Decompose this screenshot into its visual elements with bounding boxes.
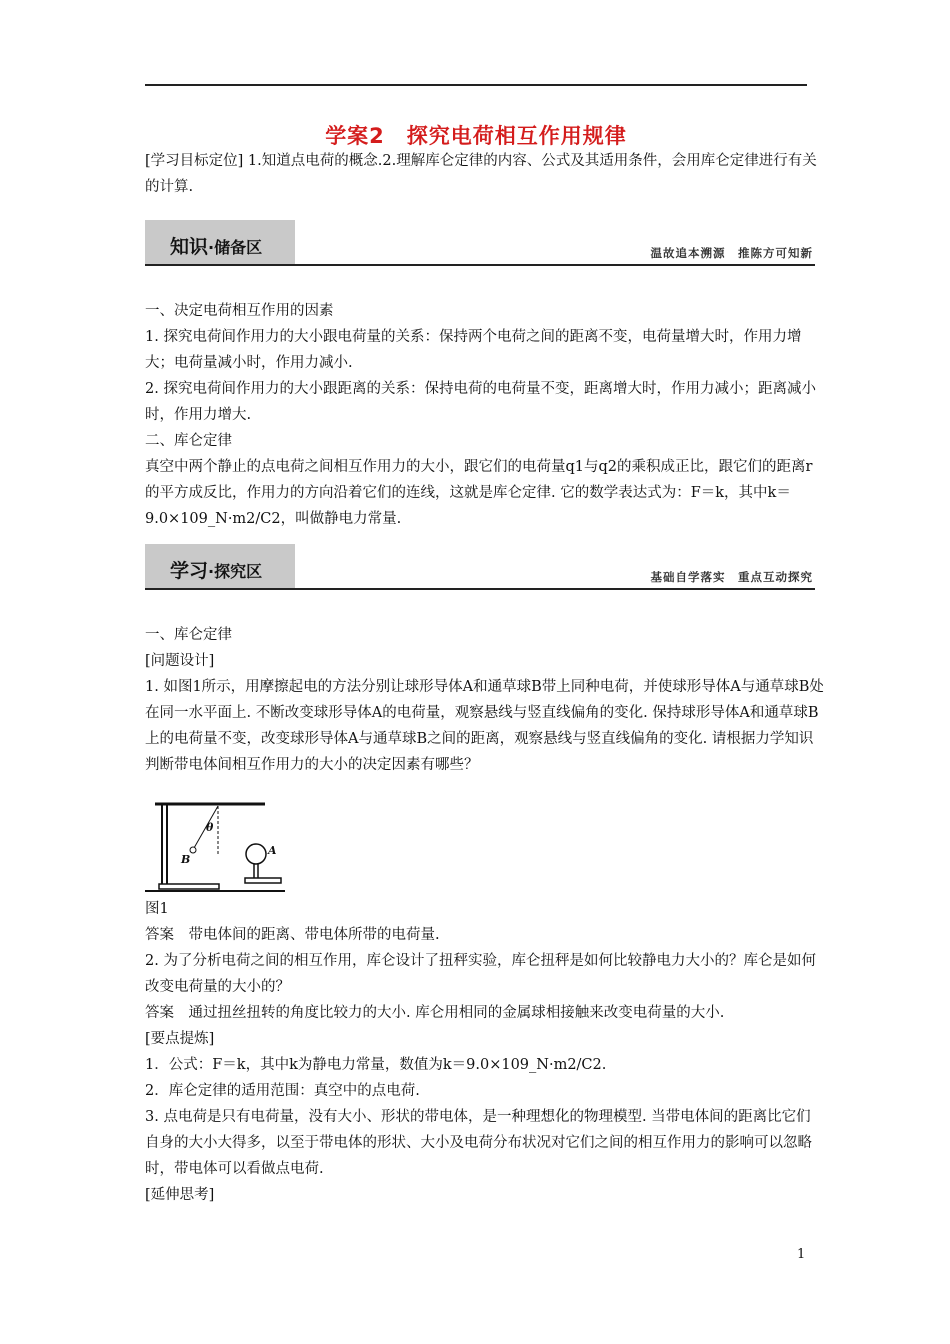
banner-motto: 温故追本溯源 推陈方可知新 — [650, 246, 813, 260]
theta-label: θ — [206, 821, 214, 834]
header-rule — [145, 84, 807, 86]
banner-main: 学习 — [170, 560, 209, 582]
ball-b-label: B — [181, 853, 191, 866]
subsection-label: [问题设计] — [145, 653, 215, 669]
knowledge-banner — [145, 220, 815, 268]
answer-1: 答案 带电体间的距离、带电体所带的电荷量. — [145, 927, 440, 943]
objectives-text: [学习目标定位] 1.知道点电荷的概念.2.理解库仑定律的内容、公式及其适用条件，会用库仑定律进行有关的计算. — [145, 153, 817, 195]
page-title: 学案2 探究电荷相互作用规律 — [325, 124, 627, 148]
section-heading: 一、库仑定律 — [145, 627, 232, 643]
page-number: 1 — [797, 1247, 806, 1262]
key-point: 3. 点电荷是只有电荷量，没有大小、形状的带电体，是一种理想化的物理模型. 当带电体间的距离比它们自身的大小大得多，以至于带电体的形状、大小及电荷分布状况对它们之间的相互作用力的影响可以忽略时，带电体可以看做点电荷. — [145, 1109, 812, 1177]
subsection-label: [要点提炼] — [145, 1031, 215, 1047]
banner-main: 知识 — [170, 236, 209, 258]
key-point: 1．公式：F＝k，其中k为静电力常量，数值为k＝9.0×109_N·m2/C2. — [145, 1057, 607, 1073]
study-section-part1 — [145, 622, 825, 778]
banner-rule — [145, 588, 815, 590]
figure-1-diagram — [145, 798, 285, 896]
stand-base — [159, 884, 219, 889]
banner-rule — [145, 264, 815, 266]
banner-label — [170, 232, 262, 259]
section-heading: 一、决定电荷相互作用的因素 — [145, 303, 334, 319]
sphere-a — [246, 844, 266, 864]
study-section-part2 — [145, 896, 825, 1208]
paragraph: 真空中两个静止的点电荷之间相互作用力的大小，跟它们的电荷量q1与q2的乘积成正比，跟它们的距离r的平方成反比，作用力的方向沿着它们的连线，这就是库仑定律. 它的数学表达式为：F＝k，其中k＝9.0×109_N·m2/C2，叫做静电力常量. — [145, 459, 813, 527]
learning-objectives — [145, 148, 825, 200]
knowledge-section — [145, 298, 825, 532]
key-point: 2．库仑定律的适用范围：真空中的点电荷. — [145, 1083, 420, 1099]
pith-ball-b — [190, 847, 196, 853]
question-1: 1. 如图1所示，用摩擦起电的方法分别让球形导体A和通草球B带上同种电荷，并使球形导体A与通草球B处在同一水平面上. 不断改变球形导体A的电荷量，观察悬线与竖直线偏角的变化. 保持球形导体A和通草球B上的电荷量不变，改变球形导体A与通草球B之间的距离，观察悬线与竖直线偏角的变化. 请根据力学知识判断带电体间相互作用力的大小的决定因素有哪些？ — [145, 679, 824, 773]
paragraph: 2. 探究电荷间作用力的大小跟距离的关系：保持电荷的电荷量不变，距离增大时，作用力减小；距离减小时，作用力增大. — [145, 381, 816, 423]
sphere-base — [245, 878, 281, 883]
figure-caption: 图1 — [145, 901, 169, 917]
banner-label — [170, 556, 262, 583]
banner-sub: ·储备区 — [208, 238, 263, 257]
section-heading: 二、库仑定律 — [145, 433, 232, 449]
paragraph: 1. 探究电荷间作用力的大小跟电荷量的关系：保持两个电荷之间的距离不变，电荷量增大时，作用力增大；电荷量减小时，作用力减小. — [145, 329, 802, 371]
figure-1 — [145, 798, 285, 896]
subsection-label: [延伸思考] — [145, 1187, 215, 1203]
answer-2: 答案 通过扭丝扭转的角度比较力的大小. 库仑用相同的金属球相接触来改变电荷量的大小. — [145, 1005, 725, 1021]
question-2: 2. 为了分析电荷之间的相互作用，库仑设计了扭秤实验，库仑扭秤是如何比较静电力大小的？库仑是如何改变电荷量的大小的？ — [145, 953, 816, 995]
study-banner — [145, 544, 815, 592]
banner-motto: 基础自学落实 重点互动探究 — [650, 570, 813, 584]
banner-sub: ·探究区 — [208, 562, 263, 581]
sphere-a-label: A — [268, 844, 277, 857]
